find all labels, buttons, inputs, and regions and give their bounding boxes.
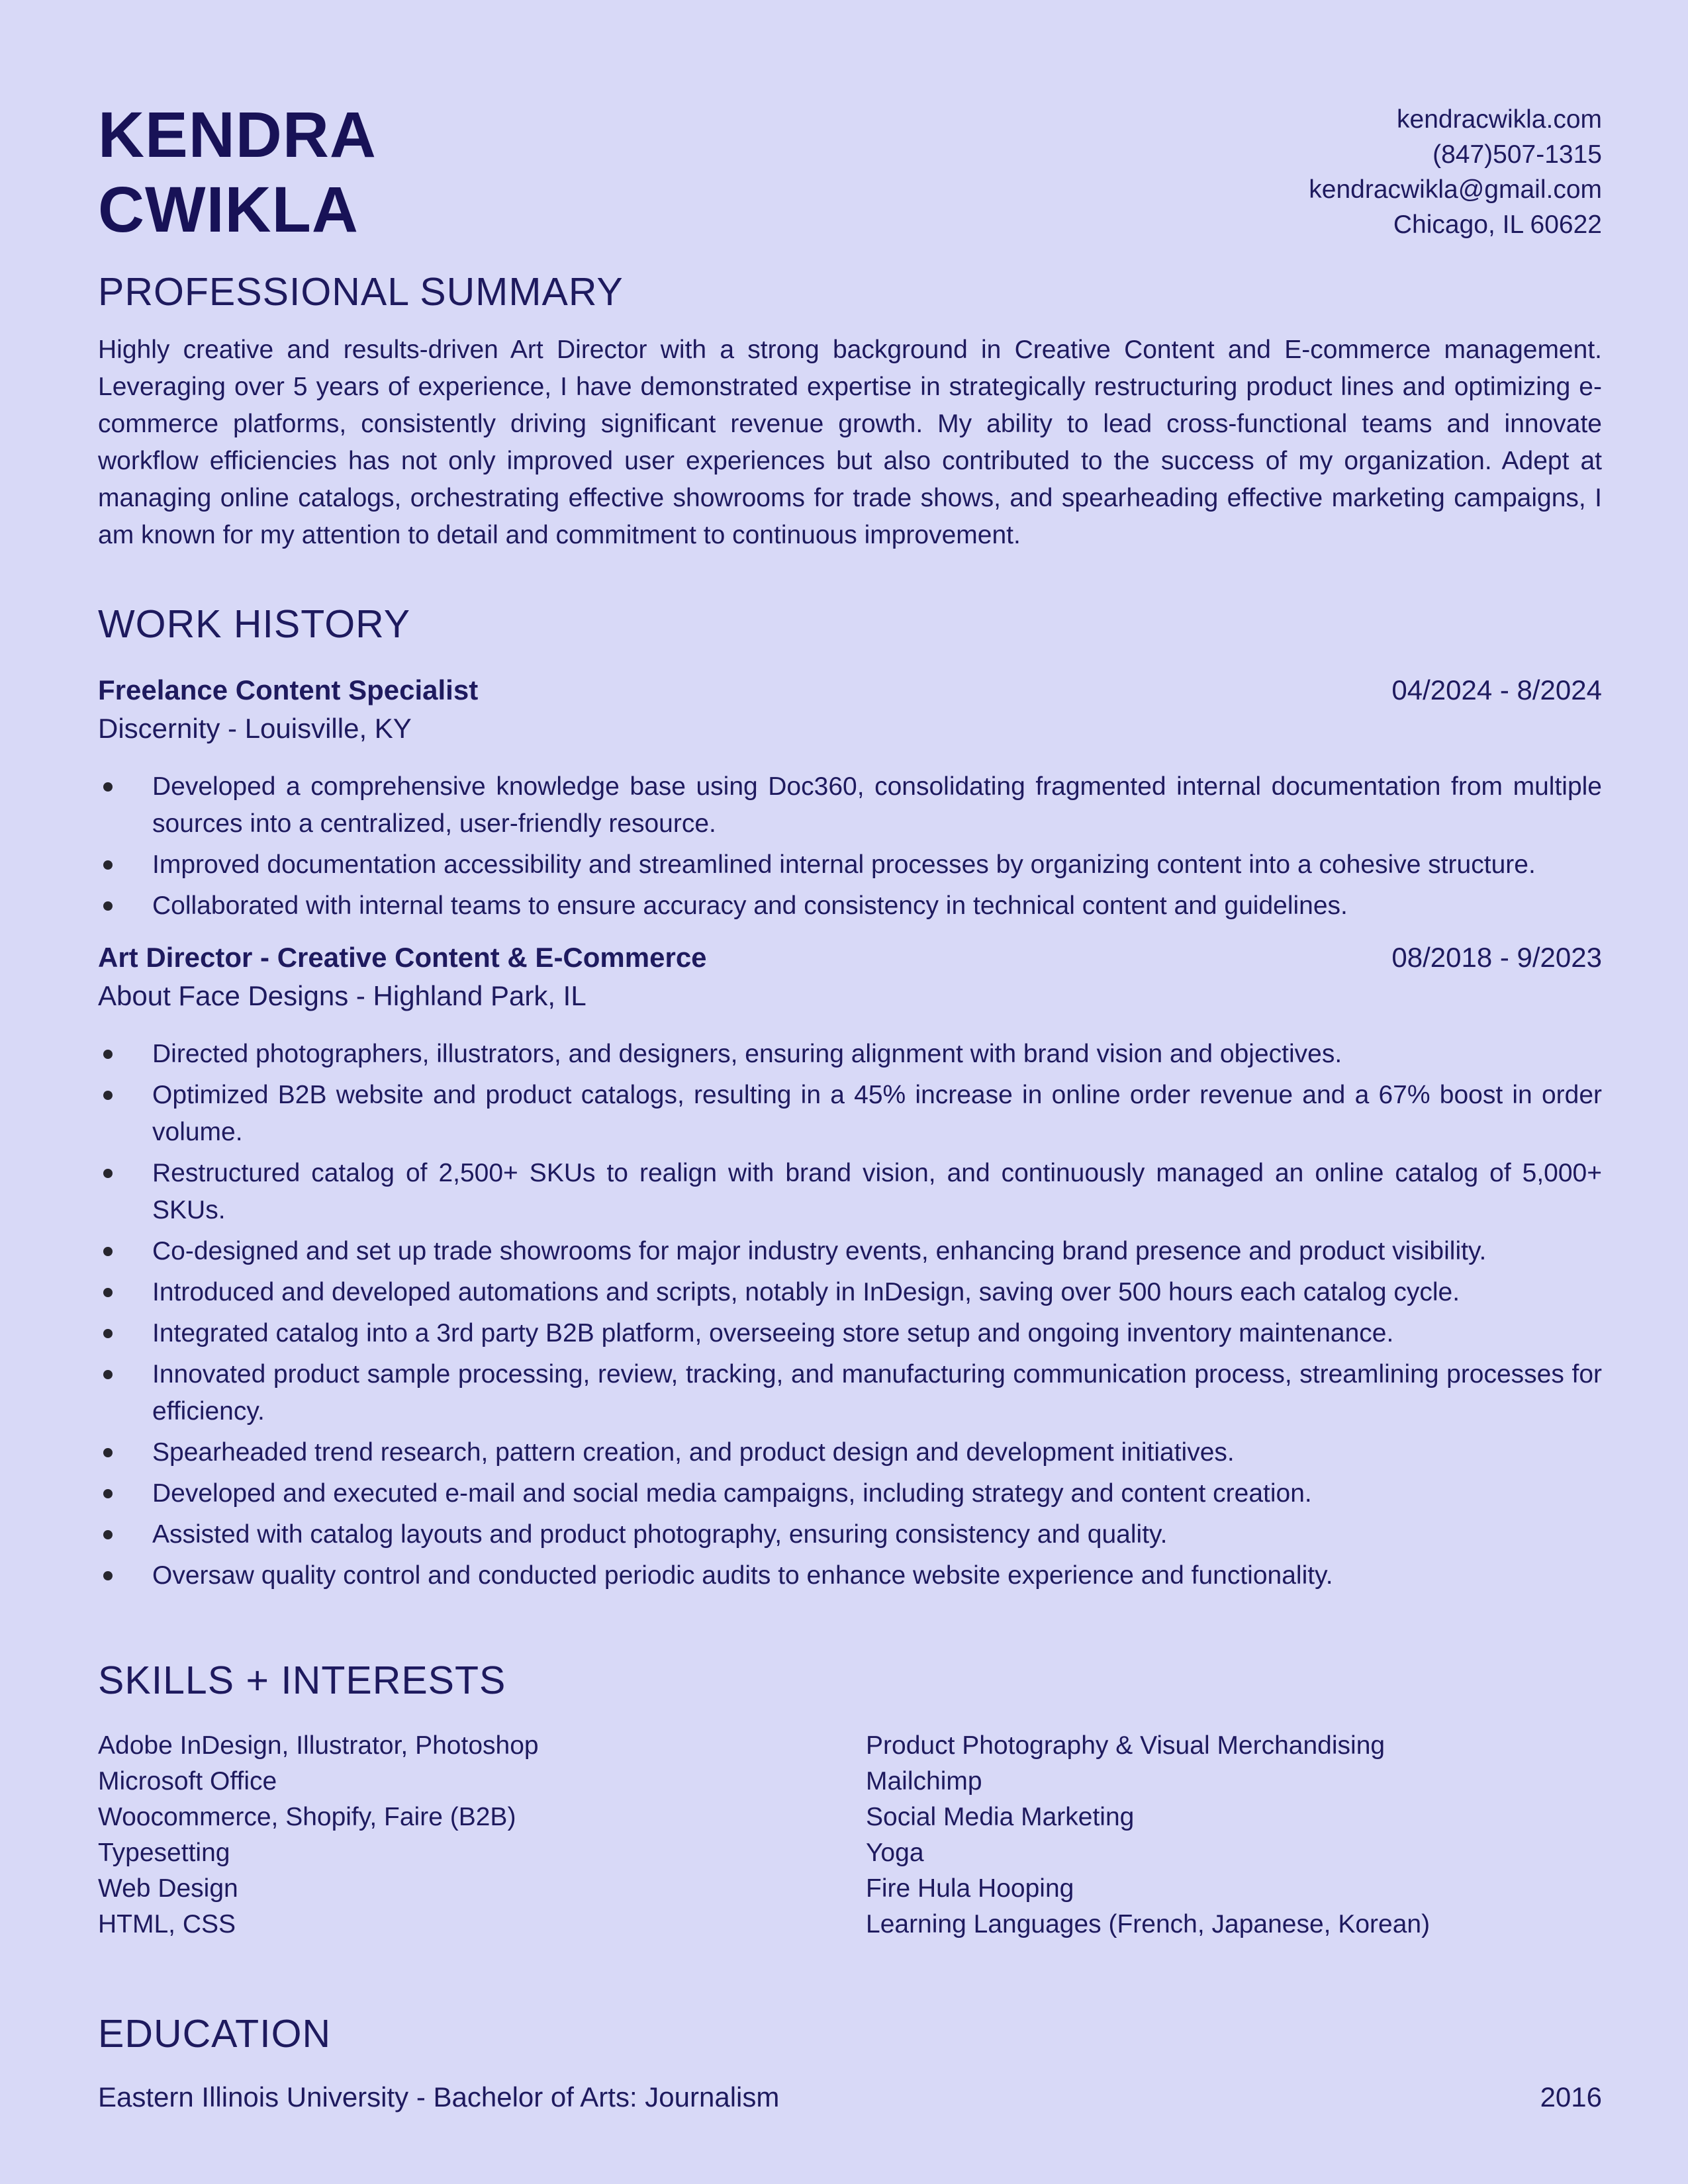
bullet-dot-icon — [103, 1288, 113, 1297]
bullet-item — [98, 1475, 1602, 1512]
skills-title: SKILLS + INTERESTS — [98, 1659, 506, 1703]
bullet-text: Spearheaded trend research, pattern creation, and product design and development initiatives. — [152, 1438, 1235, 1467]
bullet-text: Integrated catalog into a 3rd party B2B platform, overseeing store setup and ongoing inventory maintenance. — [152, 1319, 1394, 1348]
bullet-text: Developed and executed e-mail and social media campaigns, including strategy and content creation. — [152, 1479, 1312, 1508]
bullet-dot-icon — [103, 901, 113, 911]
bullet-dot-icon — [103, 1329, 113, 1338]
bullet-dot-icon — [103, 1448, 113, 1457]
job-header — [98, 674, 1602, 706]
person-name-line2: CWIKLA — [98, 173, 359, 246]
skills-grid — [98, 1728, 1602, 1942]
section-work-history — [98, 602, 1602, 1594]
skill-item: Woocommerce, Shopify, Faire (B2B) — [98, 1803, 516, 1832]
bullet-item — [98, 887, 1602, 925]
summary-title: PROFESSIONAL SUMMARY — [98, 270, 624, 314]
contact-phone: (847)507-1315 — [1432, 140, 1602, 169]
summary-text: Highly creative and results-driven Art Director with a strong background in Creative Content and E-commerce management. Leveraging over 5 years of experience, I have demonstrated expertise in strategically restructuring product lines and optimizing e-commerce platforms, consistently driving significant revenue growth. My ability to lead cross-functional teams and innovate workflow efficiencies has not only improved user experiences but also contributed to the success of my organization. Adept at managing online catalogs, orchestrating effective showrooms for trade shows, and spearheading effective marketing campaigns, I am known for my attention to detail and commitment to continuous improvement. — [98, 336, 1602, 550]
skill-item: HTML, CSS — [98, 1910, 236, 1939]
skills-column-right — [866, 1728, 1602, 1942]
skill-item: Mailchimp — [866, 1767, 982, 1796]
bullet-item — [98, 1434, 1602, 1471]
bullet-item — [98, 1274, 1602, 1311]
job-header — [98, 942, 1602, 974]
bullet-item — [98, 1036, 1602, 1073]
bullet-text: Oversaw quality control and conducted periodic audits to enhance website experience and functionality. — [152, 1561, 1333, 1590]
skill-item: Learning Languages (French, Japanese, Korean) — [866, 1910, 1430, 1939]
bullet-text: Co-designed and set up trade showrooms for major industry events, enhancing brand presence and product visibility. — [152, 1237, 1487, 1266]
bullet-item — [98, 1516, 1602, 1553]
bullet-item — [98, 846, 1602, 884]
bullet-item — [98, 1315, 1602, 1352]
bullet-dot-icon — [103, 1489, 113, 1498]
bullet-item — [98, 1077, 1602, 1151]
contact-email: kendracwikla@gmail.com — [1309, 175, 1602, 205]
bullet-text: Optimized B2B website and product catalogs, resulting in a 45% increase in online order revenue and a 67% boost in order volume. — [152, 1081, 1602, 1147]
education-school: Eastern Illinois University - Bachelor of Arts: Journalism — [98, 2081, 780, 2113]
bullet-text: Assisted with catalog layouts and product photography, ensuring consistency and quality. — [152, 1520, 1168, 1549]
skills-column-left — [98, 1728, 866, 1942]
bullet-text: Directed photographers, illustrators, and designers, ensuring alignment with brand vision and objectives. — [152, 1040, 1342, 1069]
contact-block — [1309, 98, 1602, 242]
bullet-text: Improved documentation accessibility and streamlined internal processes by organizing content into a cohesive structure. — [152, 850, 1536, 880]
job-role: Freelance Content Specialist — [98, 674, 479, 706]
section-professional-summary — [98, 269, 1602, 554]
skill-item: Fire Hula Hooping — [866, 1874, 1074, 1903]
skill-item: Typesetting — [98, 1839, 230, 1868]
job-organization: About Face Designs - Highland Park, IL — [98, 980, 586, 1012]
bullet-dot-icon — [103, 782, 113, 792]
section-education — [98, 2011, 1602, 2113]
bullet-text: Restructured catalog of 2,500+ SKUs to realign with brand vision, and continuously managed an online catalog of 5,000+ SKUs. — [152, 1159, 1602, 1225]
education-title: EDUCATION — [98, 2012, 332, 2056]
work-history-title: WORK HISTORY — [98, 602, 411, 647]
bullet-item — [98, 1557, 1602, 1594]
job-role: Art Director - Creative Content & E-Commerce — [98, 942, 707, 974]
job-dates: 04/2024 - 8/2024 — [1391, 674, 1602, 706]
bullet-dot-icon — [103, 1091, 113, 1100]
header — [98, 98, 1602, 247]
bullet-dot-icon — [103, 1571, 113, 1580]
bullet-text: Introduced and developed automations and scripts, notably in InDesign, saving over 500 hours each catalog cycle. — [152, 1278, 1460, 1307]
job-bullet-list — [98, 1036, 1602, 1594]
contact-location: Chicago, IL 60622 — [1393, 210, 1602, 240]
bullet-dot-icon — [103, 1530, 113, 1539]
contact-website: kendracwikla.com — [1397, 105, 1602, 134]
education-entry — [98, 2081, 1602, 2113]
job-organization: Discernity - Louisville, KY — [98, 713, 412, 745]
skill-item: Product Photography & Visual Merchandising — [866, 1731, 1385, 1760]
bullet-text: Collaborated with internal teams to ensure accuracy and consistency in technical content and guidelines. — [152, 891, 1348, 921]
job-entry — [98, 942, 1602, 1594]
bullet-dot-icon — [103, 1169, 113, 1178]
education-year: 2016 — [1540, 2081, 1602, 2113]
job-dates: 08/2018 - 9/2023 — [1391, 942, 1602, 974]
skill-item: Yoga — [866, 1839, 924, 1868]
bullet-item — [98, 1233, 1602, 1270]
section-skills-interests — [98, 1658, 1602, 1942]
bullet-item — [98, 1155, 1602, 1229]
skill-item: Adobe InDesign, Illustrator, Photoshop — [98, 1731, 539, 1760]
bullet-item — [98, 768, 1602, 842]
bullet-dot-icon — [103, 860, 113, 870]
bullet-item — [98, 1356, 1602, 1430]
bullet-dot-icon — [103, 1370, 113, 1379]
skill-item: Microsoft Office — [98, 1767, 277, 1796]
skill-item: Social Media Marketing — [866, 1803, 1135, 1832]
person-name — [98, 98, 377, 247]
skill-item: Web Design — [98, 1874, 238, 1903]
bullet-dot-icon — [103, 1247, 113, 1256]
job-bullet-list — [98, 768, 1602, 925]
job-entry — [98, 674, 1602, 925]
person-name-line1: KENDRA — [98, 99, 377, 171]
bullet-text: Innovated product sample processing, review, tracking, and manufacturing communication process, streamlining processes for efficiency. — [152, 1360, 1602, 1426]
bullet-dot-icon — [103, 1050, 113, 1059]
bullet-text: Developed a comprehensive knowledge base using Doc360, consolidating fragmented internal documentation from multiple sources into a centralized, user-friendly resource. — [152, 772, 1602, 839]
